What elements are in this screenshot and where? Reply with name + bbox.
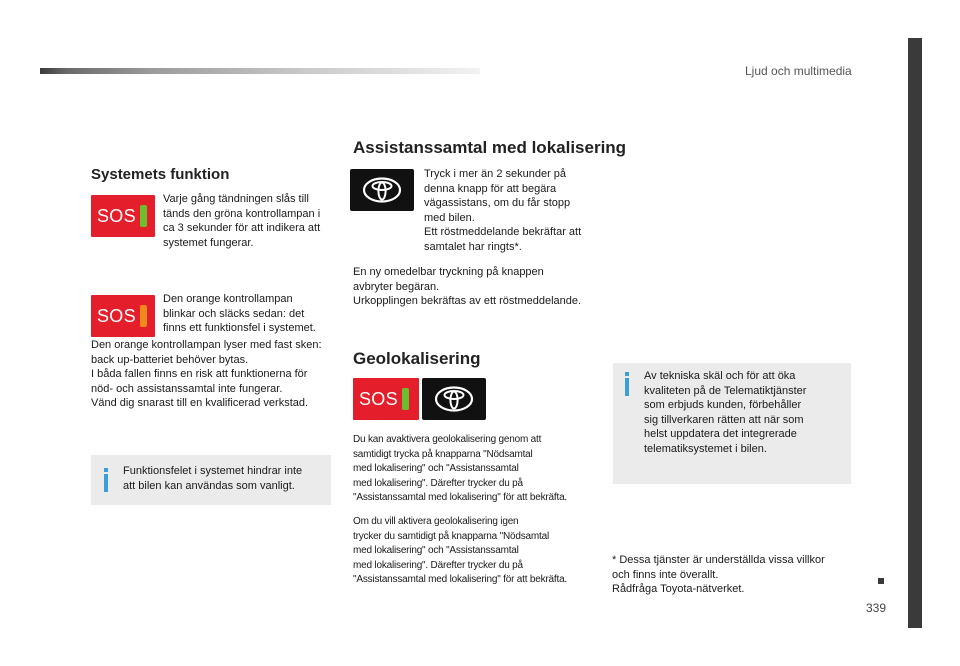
assist-heading: Assistanssamtal med lokalisering	[353, 138, 627, 157]
green-lamp-icon	[402, 388, 409, 410]
system-heading: Systemets funktion	[91, 166, 230, 183]
header-gradient-bar	[40, 68, 480, 74]
geo-reactivate-text: Om du vill aktivera geolokalisering igen trycker du samtidigt på knapparna "Nödsamtal med lokalisering" och "Assistanssamtal med lokalisering". Därefter trycker du på "Assistanssamtal med lokalisering" för att bekräfta.	[353, 516, 568, 585]
geo-deactivate-text: Du kan avaktivera geolokalisering genom att samtidigt trycka på knapparna "Nödsamtal med lokalisering" och "Assistanssamtal med lokalisering". Därefter trycker du på "Assistanssamtal med lokalisering" för att bekräfta.	[353, 434, 568, 503]
page-marker	[878, 578, 884, 584]
section-title: Ljud och multimedia	[745, 64, 852, 78]
assist-button-text: Tryck i mer än 2 sekunder på denna knapp för att begära vägassistans, om du får stopp med bilen. Ett röstmeddelande bekräftar att samtalet har ringts*.	[424, 168, 582, 253]
sos-green-icon	[353, 378, 419, 420]
geo-heading: Geolokalisering	[353, 349, 481, 368]
orange-lamp-text: Den orange kontrollampan blinkar och släcks sedan: det finns ett funktionsfel i systemet.	[163, 293, 316, 334]
info-icon	[104, 468, 108, 492]
sos-label: SOS	[359, 388, 398, 409]
sos-green-icon	[91, 195, 155, 237]
orange-steady-text: Den orange kontrollampan lyser med fast sken: back up-batteriet behöver bytas. I båda fallen finns en risk att funktionerna för nöd- och assistanssamtal inte fungerar. Vänd dig snarast till en kvalificerad verkstad.	[91, 339, 322, 409]
sos-orange-icon	[91, 295, 155, 337]
telematics-note-text: Av tekniska skäl och för att öka kvaliteten på de Telematiktjänster som erbjuds kunden, förbehåller sig tillverkaren rätten att när som helst uppdatera det integrerade telematiksystemet i bilen.	[644, 370, 807, 455]
system-note-box	[91, 455, 331, 505]
system-note-text: Funktionsfelet i systemet hindrar inte att bilen kan användas som vanligt.	[123, 465, 303, 492]
footnote: * Dessa tjänster är underställda vissa villkor och finns inte överallt. Rådfråga Toyota-nätverket.	[612, 554, 825, 595]
sos-label: SOS	[97, 305, 136, 326]
orange-lamp-icon	[140, 305, 147, 327]
page-edge-strip	[908, 38, 922, 628]
toyota-logo-icon	[422, 378, 486, 420]
toyota-emblem-icon	[362, 177, 402, 203]
telematics-note-box	[613, 363, 851, 484]
toyota-emblem-icon	[434, 386, 474, 412]
info-icon	[625, 372, 629, 396]
toyota-logo-icon	[350, 169, 414, 211]
green-lamp-text: Varje gång tändningen slås till tänds den gröna kontrollampan i ca 3 sekunder för att indikera att systemet fungerar.	[163, 193, 321, 249]
assist-cancel-text: En ny omedelbar tryckning på knappen avbryter begäran. Urkopplingen bekräftas av ett röstmeddelande.	[353, 266, 582, 307]
sos-label: SOS	[97, 205, 136, 226]
page-number: 339	[866, 601, 887, 615]
green-lamp-icon	[140, 205, 147, 227]
